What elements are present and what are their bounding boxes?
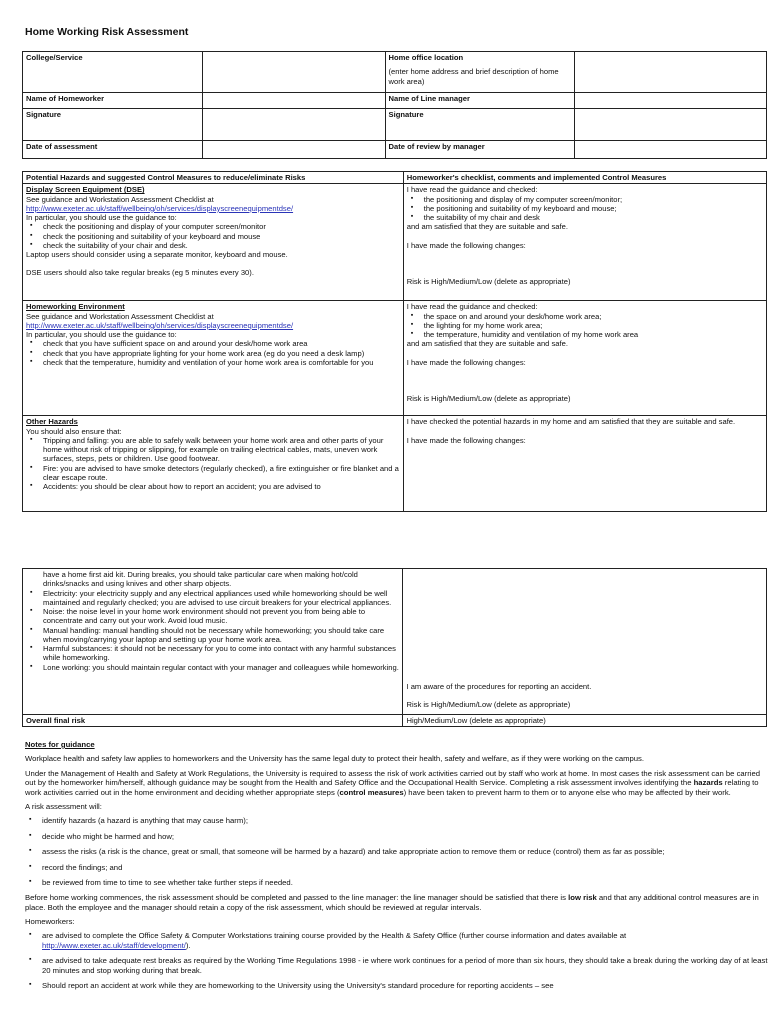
list-item: ▪ are advised to complete the Office Safety & Computer Workstations training course provided by the Health & Safety Office (further course information and dates available at http://www.exeter.ac.uk/staff/development/). [42, 931, 768, 950]
other-response-cell[interactable] [403, 416, 766, 512]
accident-aware: I am aware of the procedures for reporting an accident. [406, 681, 592, 691]
line-manager-label: Name of Line manager [385, 93, 575, 109]
hazards-header-right: Homeworker's checklist, comments and implemented Control Measures [403, 172, 766, 184]
notes-section [25, 740, 768, 996]
dse-r-changes: I have made the following changes: [406, 240, 526, 250]
list-item: ▪ Lone working: you should maintain regular contact with your manager and colleagues while homeworking. [43, 663, 399, 672]
dse-laptop: Laptop users should consider using a separate monitor, keyboard and mouse. [26, 250, 288, 259]
manager-signature-label: Signature [385, 109, 575, 141]
date-review-label: Date of review by manager [385, 141, 575, 159]
env-r-list [407, 312, 763, 340]
notes-list [25, 816, 768, 887]
continued-list [26, 589, 399, 672]
other-list [26, 436, 400, 492]
development-link[interactable]: http://www.exeter.ac.uk/staff/development/ [42, 940, 186, 950]
list-item: ▪ check the suitability of your chair and desk. [43, 241, 400, 250]
list-item: ▪ record the findings; and [42, 863, 768, 872]
list-item: ▪ the space on and around your desk/home work area; [424, 312, 763, 321]
dse-list [26, 222, 400, 250]
list-item: ▪ are advised to take adequate rest breaks as required by the Working Time Regulations 1998 - ie where work continues for a period of more than six hours, they should take a break during the working day of at least 20 minutes and stop working during that break. [42, 956, 768, 975]
home-office-cell [385, 52, 575, 93]
list-item: ▪ be reviewed from time to time to see whether take further steps if needed. [42, 878, 768, 887]
env-r-intro: I have read the guidance and checked: [406, 302, 538, 312]
signature-field[interactable] [202, 109, 385, 141]
env-link[interactable]: http://www.exeter.ac.uk/staff/wellbeing/oh/services/displayscreenequipmentdse/ [26, 320, 294, 330]
list-item: ▪ Fire: you are advised to have smoke detectors (regularly checked), a fire extinguisher or fire blanket and a clear escape route. [43, 464, 400, 483]
manager-signature-field[interactable] [575, 109, 767, 141]
college-field[interactable] [202, 52, 385, 93]
home-office-hint: (enter home address and brief description of home work area) [388, 67, 559, 86]
college-label: College/Service [23, 52, 203, 93]
env-r-satisfied: and am satisfied that they are suitable and safe. [406, 339, 568, 349]
hazards-table [22, 171, 767, 512]
dse-breaks: DSE users should also take regular breaks (eg 5 minutes every 30). [26, 268, 254, 278]
continued-table [22, 568, 767, 727]
other-r-changes: I have made the following changes: [406, 435, 526, 445]
signature-label: Signature [23, 109, 203, 141]
list-item: ▪ assess the risks (a risk is the chance, great or small, that someone will be harmed by a hazard) and take appropriate action to remove them or reduce (control) them as far as possible; [42, 847, 768, 856]
date-assessment-field[interactable] [202, 141, 385, 159]
dse-heading: Display Screen Equipment (DSE) [26, 185, 145, 195]
dse-r-list [407, 195, 763, 223]
dse-r-risk: Risk is High/Medium/Low (delete as appropriate) [406, 276, 571, 286]
list-item: ▪ check the positioning and display of your computer screen/monitor [43, 222, 400, 231]
env-cell [23, 301, 404, 416]
env-intro: In particular, you should use the guidance to: [26, 330, 177, 339]
env-heading: Homeworking Environment [26, 302, 125, 312]
dse-r-satisfied: and am satisfied that they are suitable and safe. [406, 222, 568, 232]
notes-p1: Workplace health and safety law applies to homeworkers and the University has the same legal duty to protect their health, safety and welfare, as if they were working on the campus. [25, 754, 645, 764]
continued-risk: Risk is High/Medium/Low (delete as appropriate) [406, 699, 571, 709]
dse-see: See guidance and Workstation Assessment Checklist at [26, 194, 214, 204]
other-heading: Other Hazards [26, 417, 78, 427]
line-manager-field[interactable] [575, 93, 767, 109]
list-item: ▪ check that the temperature, humidity and ventilation of your home work area is comfortable for you [43, 358, 400, 367]
homeworkers-list [25, 931, 768, 990]
list-item: ▪ the suitability of my chair and desk [424, 213, 763, 222]
list-item: ▪ Electricity: your electricity supply and any electrical appliances used while homeworking should be well maintained and regularly checked; you are advised to use circuit breakers for your electrical appliances. [43, 589, 399, 608]
list-item: ▪ check that you have appropriate lighting for your home work area (eg do you need a desk lamp) [43, 349, 400, 358]
notes-p5: Homeworkers: [25, 917, 75, 927]
date-review-field[interactable] [575, 141, 767, 159]
dse-intro: In particular, you should use the guidance to: [26, 213, 177, 222]
other-r-checked: I have checked the potential hazards in my home and am satisfied that they are suitable and safe. [406, 417, 736, 427]
dse-link[interactable]: http://www.exeter.ac.uk/staff/wellbeing/oh/services/displayscreenequipmentdse/ [26, 203, 294, 213]
list-item: ▪ check the positioning and suitability of your keyboard and mouse [43, 232, 400, 241]
env-response-cell[interactable] [403, 301, 766, 416]
list-item: ▪ decide who might be harmed and how; [42, 832, 768, 841]
dse-cell [23, 184, 404, 301]
notes-heading: Notes for guidance [25, 740, 95, 749]
notes-p2: Under the Management of Health and Safety at Work Regulations, the University is required to assess the risk of work activities carried out by staff who work at home. In most cases the risk assessment can be carried out by the homeworker him/herself, although guidance may be sought from the Health and Safety Office and the Occupational Health Service. Completing a risk assessment involves identifying the hazards relating to work activities carried out in the home environment and deciding whether appropriate steps (control measures) have been taken to prevent harm to them or to anyone else who may be affected by their work. [25, 768, 761, 797]
env-r-risk: Risk is High/Medium/Low (delete as appropriate) [406, 393, 571, 403]
list-item: ▪ the temperature, humidity and ventilation of my home work area [424, 330, 763, 339]
info-table [22, 51, 767, 159]
dse-response-cell[interactable] [403, 184, 766, 301]
list-item: ▪ the lighting for my home work area; [424, 321, 763, 330]
list-item: ▪ identify hazards (a hazard is anything that may cause harm); [42, 816, 768, 825]
page-title: Home Working Risk Assessment [25, 26, 189, 38]
list-item: ▪ Harmful substances: it should not be necessary for you to come into contact with any harmful substances while homeworking. [43, 644, 399, 663]
home-office-field[interactable] [575, 52, 767, 93]
list-item: ▪ Noise: the noise level in your home work environment should not prevent you from being able to concentrate and carry out your work. Avoid loud music. [43, 607, 399, 626]
other-intro: You should also ensure that: [26, 426, 122, 436]
list-item: ▪ the positioning and suitability of my keyboard and mouse; [424, 204, 763, 213]
homeworker-label: Name of Homeworker [23, 93, 203, 109]
continued-cell [23, 569, 403, 715]
list-item: ▪ check that you have sufficient space on and around your desk/home work area [43, 339, 400, 348]
env-see: See guidance and Workstation Assessment Checklist at [26, 311, 214, 321]
overall-risk-value[interactable]: High/Medium/Low (delete as appropriate) [403, 715, 767, 727]
homeworker-field[interactable] [202, 93, 385, 109]
list-item: ▪ the positioning and display of my computer screen/monitor; [424, 195, 763, 204]
list-item: ▪ Manual handling: manual handling should not be necessary while homeworking; you should take care when moving/carrying your laptop and setting up your home work area. [43, 626, 399, 645]
date-assessment-label: Date of assessment [23, 141, 203, 159]
env-list [26, 339, 400, 367]
first-aid-text: have a home first aid kit. During breaks, you should take particular care when making hot/cold drinks/snacks and using knives and other sharp objects. [43, 570, 358, 589]
env-r-changes: I have made the following changes: [406, 357, 526, 367]
notes-p3: A risk assessment will: [25, 801, 102, 811]
dse-r-intro: I have read the guidance and checked: [406, 185, 538, 195]
hazards-header-left: Potential Hazards and suggested Control Measures to reduce/eliminate Risks [23, 172, 404, 184]
notes-p4: Before home working commences, the risk assessment should be completed and passed to the line manager: the line manager should be satisfied that there is low risk and that any additional control measures are in place. Both the employee and the manager should retain a copy of the risk assessment, which should be reviewed at regular intervals. [25, 893, 759, 912]
list-item: ▪ Accidents: you should be clear about how to report an accident; you are advised to [43, 482, 400, 491]
list-item: ▪ Should report an accident at work while they are homeworking to the University using the University's standard procedure for reporting accidents – see [42, 981, 768, 990]
list-item: ▪ Tripping and falling: you are able to safely walk between your home work area and other parts of your home without risk of tripping or slipping, for example on trailing electrical cables, mats, uneven work surfaces, steps, pets or children. Use good footwear. [43, 436, 400, 464]
continued-response-cell[interactable] [403, 569, 767, 715]
other-cell [23, 416, 404, 512]
overall-risk-label: Overall final risk [23, 715, 403, 727]
home-office-label: Home office location [388, 53, 464, 62]
